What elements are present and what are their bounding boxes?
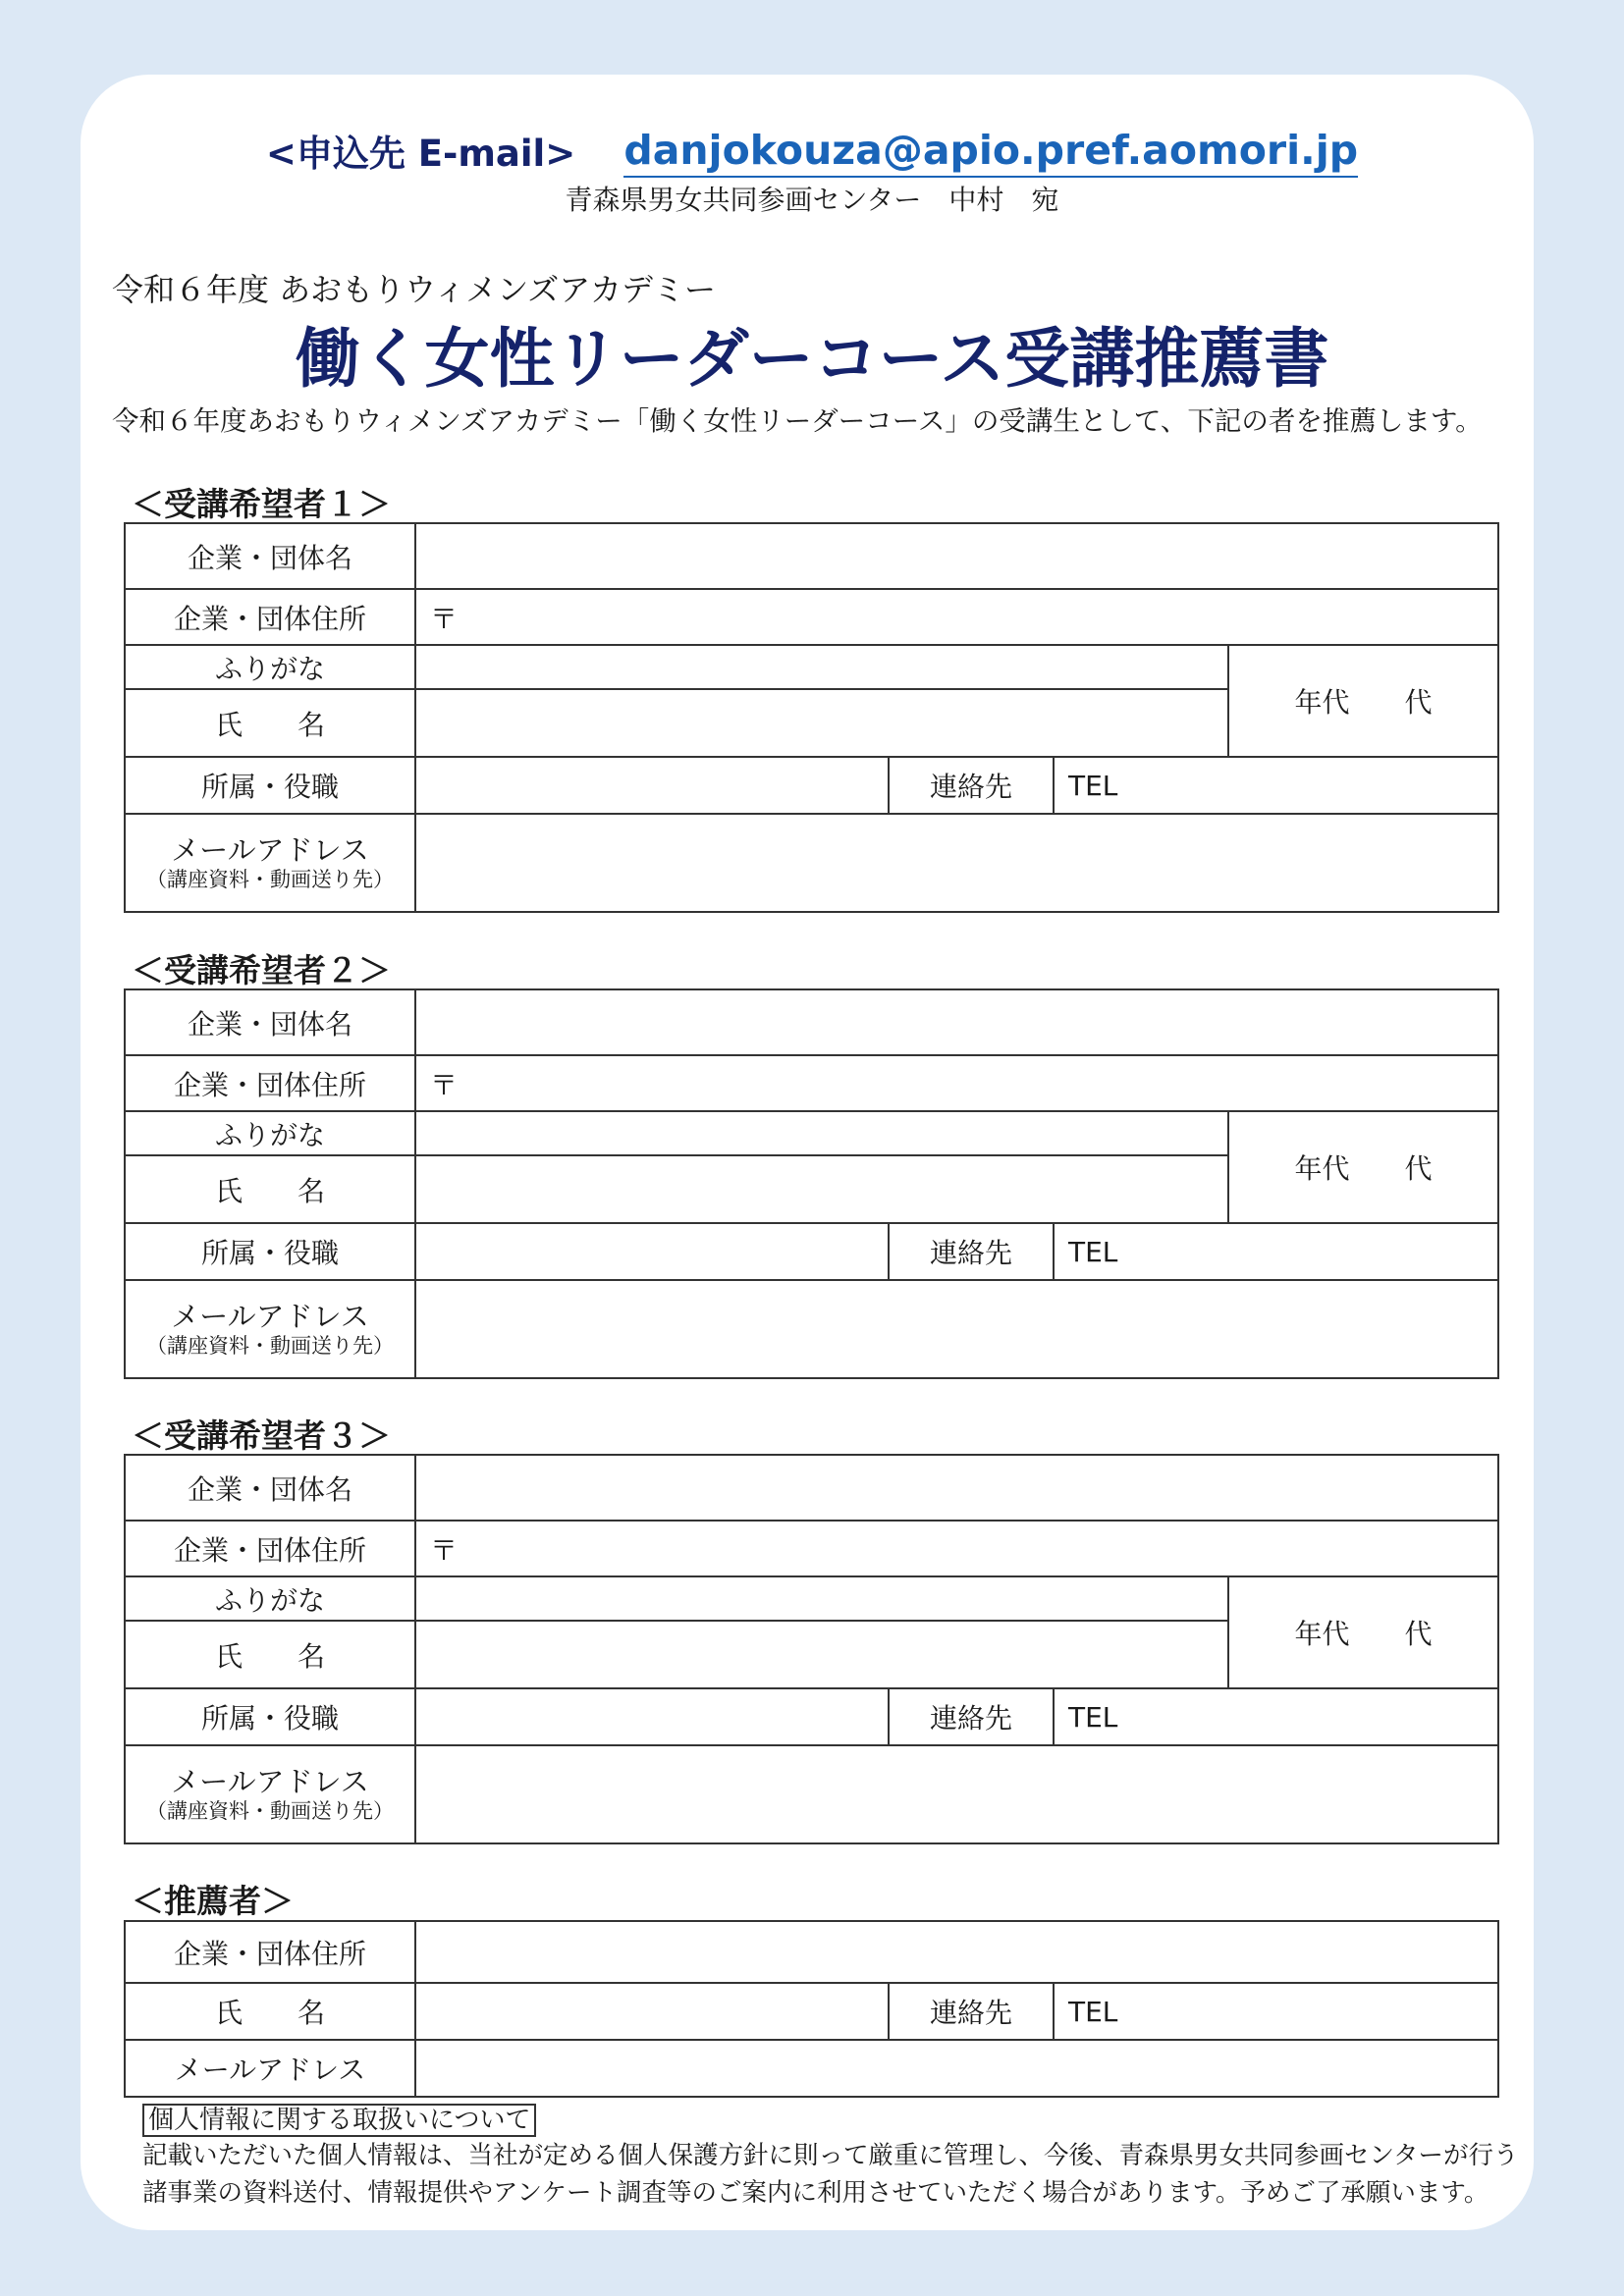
furigana-label: ふりがな	[125, 645, 415, 689]
recommender-mail-label: メールアドレス	[125, 2040, 415, 2097]
mail-label: メールアドレス	[171, 1765, 369, 1799]
mail-label-cell	[125, 1280, 415, 1378]
page-subtitle: 令和６年度 あおもりウィメンズアカデミー	[112, 271, 716, 308]
submission-destination: 青森県男女共同参画センター 中村 宛	[565, 184, 1059, 216]
furigana-label: ふりがな	[125, 1576, 415, 1621]
company-input[interactable]	[415, 989, 1498, 1055]
applicant-2-heading: ＜受講希望者２＞	[132, 951, 391, 989]
age-field[interactable]: 年代 代	[1228, 1111, 1498, 1223]
dept-input[interactable]	[415, 1223, 889, 1280]
company-input[interactable]	[415, 523, 1498, 589]
name-label: 氏 名	[125, 1621, 415, 1688]
contact-label: 連絡先	[889, 1688, 1054, 1745]
privacy-title: 個人情報に関する取扱いについて	[142, 2104, 536, 2137]
tel-input[interactable]	[1054, 1688, 1498, 1745]
submission-header	[0, 124, 1624, 177]
tel-label: TEL	[1068, 1995, 1118, 2028]
submission-label: <申込先 E-mail>	[265, 133, 576, 175]
recommender-name-label: 氏 名	[125, 1983, 415, 2040]
age-field[interactable]: 年代 代	[1228, 1576, 1498, 1688]
mail-label-cell	[125, 1745, 415, 1843]
recommender-contact-label: 連絡先	[889, 1983, 1054, 2040]
privacy-line-2: 諸事業の資料送付、情報提供やアンケート調査等のご案内に利用させていただく場合があります。予めご了承願います。	[142, 2178, 1489, 2208]
tel-label: TEL	[1068, 1235, 1118, 1268]
address-input[interactable]	[415, 1055, 1498, 1111]
recommender-mail-input[interactable]	[415, 2040, 1498, 2097]
furigana-input[interactable]	[415, 1576, 1228, 1621]
name-input[interactable]	[415, 1155, 1228, 1223]
postal-mark: 〒	[430, 1068, 459, 1101]
submission-email-link[interactable]: danjokouza@apio.pref.aomori.jp	[623, 127, 1358, 178]
mail-note: （講座資料・動画送り先）	[146, 1798, 394, 1823]
mail-label-cell	[125, 814, 415, 912]
recommender-tel-input[interactable]	[1054, 1983, 1498, 2040]
recommender-name-input[interactable]	[415, 1983, 889, 2040]
mail-input[interactable]	[415, 1280, 1498, 1378]
address-label: 企業・団体住所	[125, 1055, 415, 1111]
name-input[interactable]	[415, 689, 1228, 757]
address-input[interactable]	[415, 589, 1498, 645]
address-label: 企業・団体住所	[125, 1521, 415, 1576]
tel-label: TEL	[1068, 769, 1118, 802]
tel-label: TEL	[1068, 1700, 1118, 1734]
privacy-text	[142, 2137, 1518, 2212]
tel-input[interactable]	[1054, 757, 1498, 814]
address-label: 企業・団体住所	[125, 589, 415, 645]
mail-note: （講座資料・動画送り先）	[146, 1333, 394, 1358]
furigana-input[interactable]	[415, 645, 1228, 689]
mail-input[interactable]	[415, 1745, 1498, 1843]
furigana-label: ふりがな	[125, 1111, 415, 1155]
privacy-line-1: 記載いただいた個人情報は、当社が定める個人保護方針に則って厳重に管理し、今後、青森県男女共同参画センターが行う	[142, 2141, 1519, 2170]
page-title: 働く女性リーダーコース受講推薦書	[295, 321, 1329, 397]
dept-input[interactable]	[415, 757, 889, 814]
mail-label: メールアドレス	[171, 833, 369, 868]
age-field[interactable]: 年代 代	[1228, 645, 1498, 757]
applicant-3-heading: ＜受講希望者３＞	[132, 1416, 391, 1455]
company-label: 企業・団体名	[125, 989, 415, 1055]
contact-label: 連絡先	[889, 1223, 1054, 1280]
applicant-1-table	[124, 522, 1499, 913]
company-label: 企業・団体名	[125, 523, 415, 589]
mail-label: メールアドレス	[171, 1300, 369, 1334]
applicant-1-heading: ＜受講希望者１＞	[132, 485, 391, 523]
dept-label: 所属・役職	[125, 757, 415, 814]
name-label: 氏 名	[125, 689, 415, 757]
intro-text: 令和６年度あおもりウィメンズアカデミー「働く女性リーダーコース」の受講生として、下記の者を推薦します。	[112, 405, 1483, 437]
recommender-address-input[interactable]	[415, 1921, 1498, 1983]
company-label: 企業・団体名	[125, 1455, 415, 1521]
company-input[interactable]	[415, 1455, 1498, 1521]
dept-label: 所属・役職	[125, 1223, 415, 1280]
contact-label: 連絡先	[889, 757, 1054, 814]
applicant-2-table	[124, 988, 1499, 1379]
applicant-3-table	[124, 1454, 1499, 1844]
postal-mark: 〒	[430, 1533, 459, 1567]
tel-input[interactable]	[1054, 1223, 1498, 1280]
mail-input[interactable]	[415, 814, 1498, 912]
furigana-input[interactable]	[415, 1111, 1228, 1155]
recommender-address-label: 企業・団体住所	[125, 1921, 415, 1983]
address-input[interactable]	[415, 1521, 1498, 1576]
postal-mark: 〒	[430, 602, 459, 635]
mail-note: （講座資料・動画送り先）	[146, 867, 394, 891]
name-label: 氏 名	[125, 1155, 415, 1223]
recommender-heading: ＜推薦者＞	[132, 1882, 294, 1920]
recommender-table	[124, 1920, 1499, 2098]
dept-label: 所属・役職	[125, 1688, 415, 1745]
name-input[interactable]	[415, 1621, 1228, 1688]
dept-input[interactable]	[415, 1688, 889, 1745]
